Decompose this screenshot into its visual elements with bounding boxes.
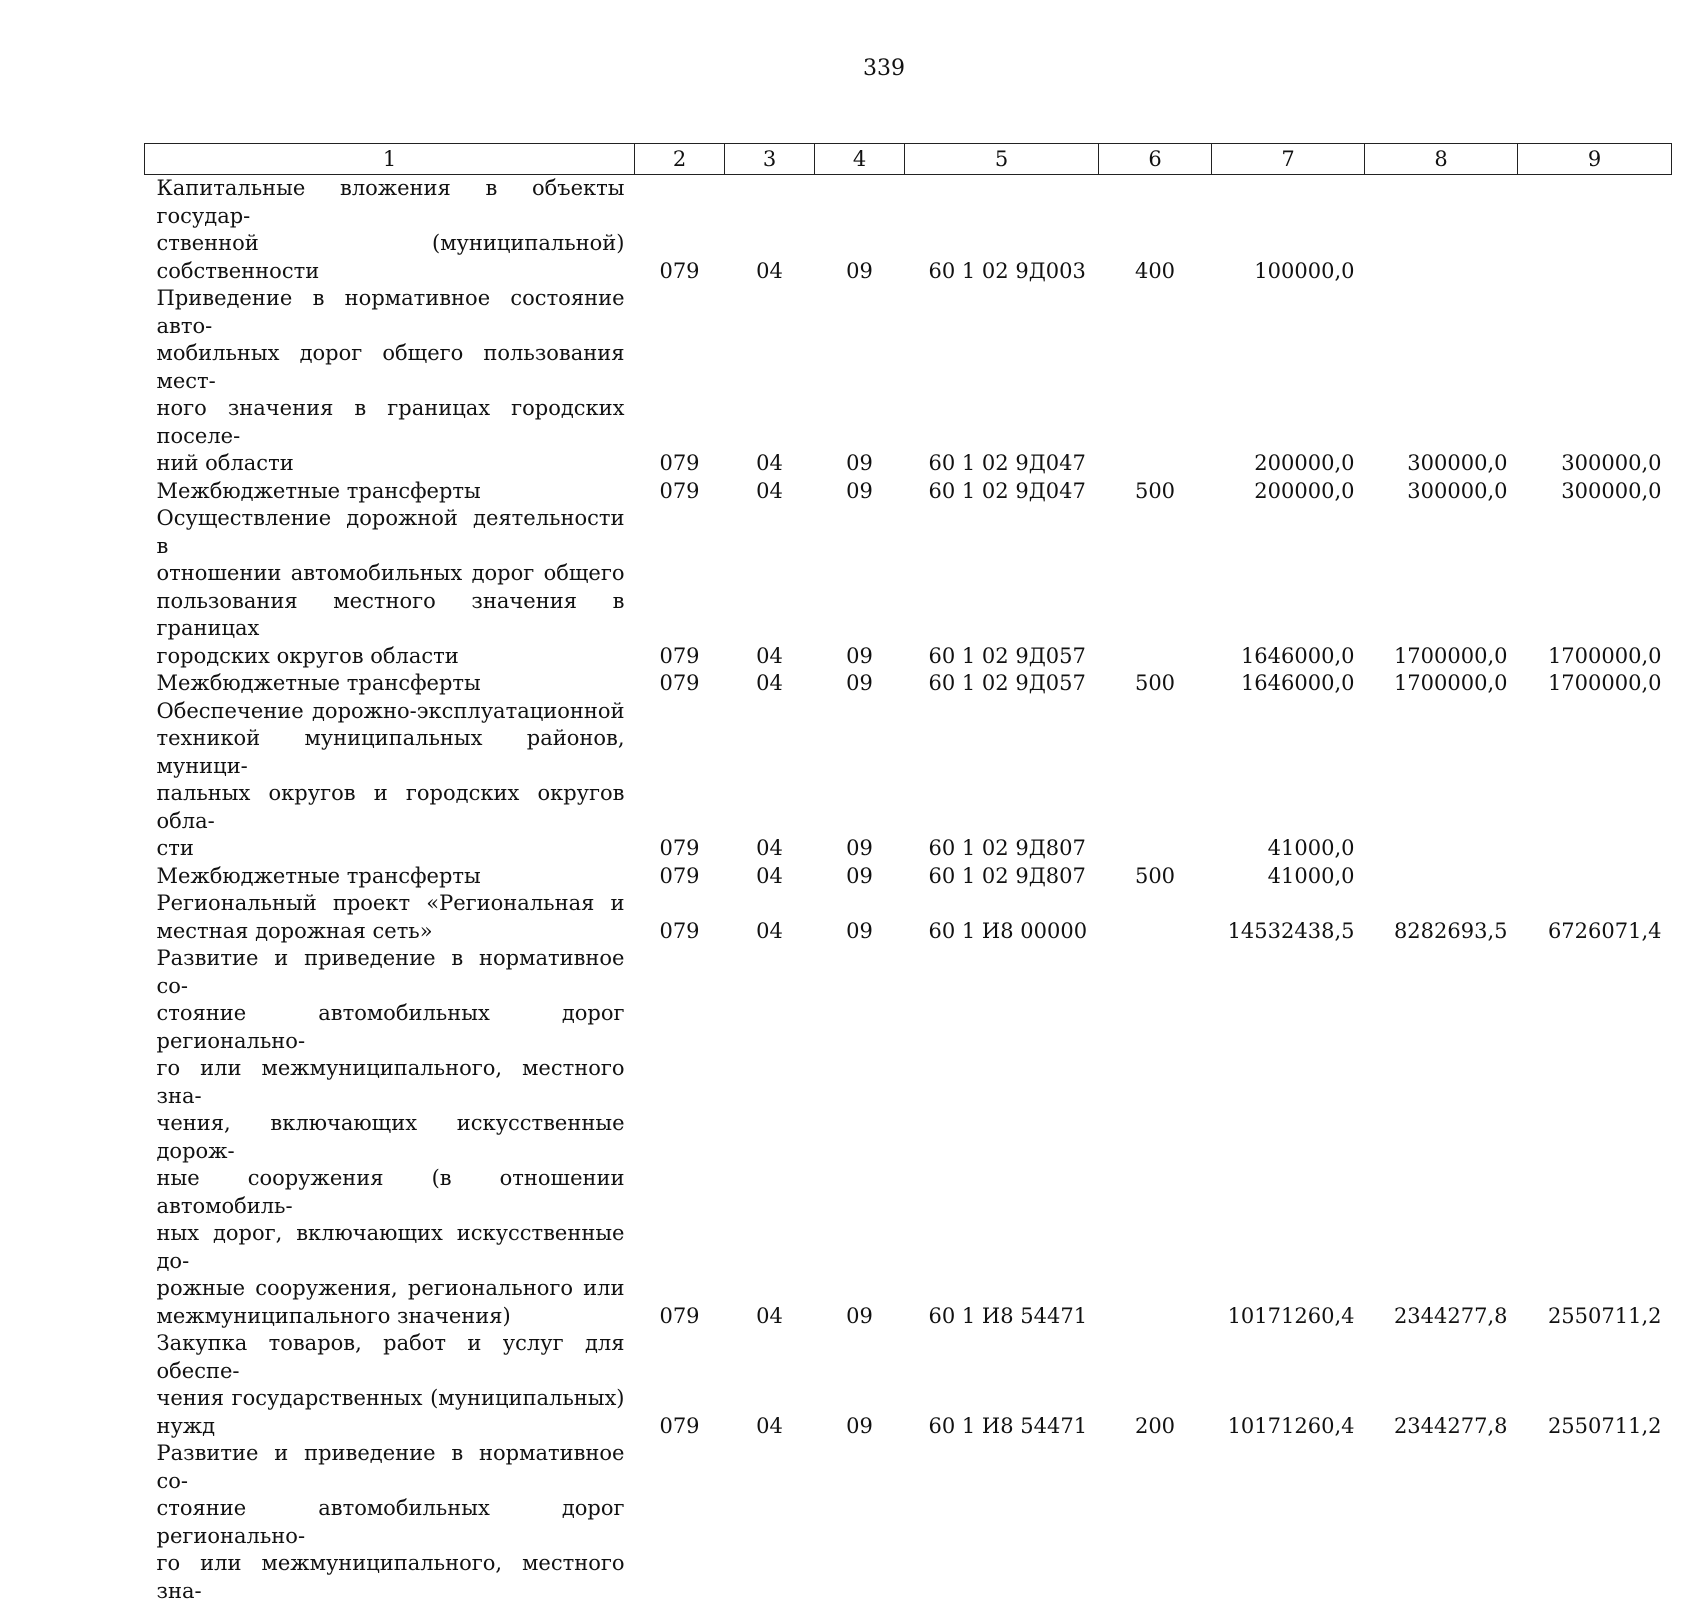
- kbk-admin-cell: [635, 1440, 725, 1605]
- item-description-cell: [145, 945, 635, 1330]
- expense-type-cell: 200: [1099, 1330, 1212, 1440]
- target-article-cell: 60 1 И8 00000: [905, 890, 1099, 945]
- table-row: [145, 1440, 1672, 1605]
- table-row: [145, 945, 1672, 1330]
- description-line: техникой муниципальных районов, муници-: [157, 725, 625, 780]
- expense-type-cell: 500: [1099, 863, 1212, 891]
- subsection-cell: 09: [815, 175, 905, 286]
- amount-col7-cell: 100000,0: [1212, 175, 1365, 286]
- description-line: ний области: [157, 450, 625, 478]
- subsection-cell: 09: [815, 1330, 905, 1440]
- amount-col9-cell: [1518, 175, 1672, 286]
- amount-col9-cell: 300000,0: [1518, 478, 1672, 506]
- column-header: 3: [725, 144, 815, 175]
- description-line: го или межмуниципального, местного зна-: [157, 1055, 625, 1110]
- description-line: ных дорог, включающих искусственные до-: [157, 1220, 625, 1275]
- table-row: [145, 863, 1672, 891]
- expense-type-cell: [1099, 890, 1212, 945]
- table-row: [145, 670, 1672, 698]
- description-line: го или межмуниципального, местного зна-: [157, 1550, 625, 1605]
- amount-col8-cell: 300000,0: [1365, 478, 1518, 506]
- column-header: 1: [145, 144, 635, 175]
- amount-col9-cell: 2550711,2: [1518, 1330, 1672, 1440]
- table-row: [145, 890, 1672, 945]
- amount-col8-cell: 1700000,0: [1365, 670, 1518, 698]
- target-article-cell: 60 1 И8 54471: [905, 1330, 1099, 1440]
- item-description-cell: [145, 1440, 635, 1605]
- description-line: пальных округов и городских округов обла-: [157, 780, 625, 835]
- description-line: мобильных дорог общего пользования мест-: [157, 340, 625, 395]
- target-article-cell: 60 1 02 9Д807: [905, 863, 1099, 891]
- amount-col7-cell: 10171260,4: [1212, 945, 1365, 1330]
- kbk-admin-cell: 079: [635, 698, 725, 863]
- description-line: ного значения в границах городских поселе-: [157, 395, 625, 450]
- column-header: 2: [635, 144, 725, 175]
- description-line: рожные сооружения, регионального или: [157, 1275, 625, 1303]
- description-line: Развитие и приведение в нормативное со-: [157, 1440, 625, 1495]
- amount-col8-cell: [1365, 698, 1518, 863]
- expense-type-cell: [1099, 698, 1212, 863]
- table-row: [145, 285, 1672, 478]
- description-line: чения государственных (муниципальных): [157, 1385, 625, 1413]
- column-header: 5: [905, 144, 1099, 175]
- description-line: местная дорожная сеть»: [157, 918, 625, 946]
- target-article-cell: [905, 1440, 1099, 1605]
- column-header: 8: [1365, 144, 1518, 175]
- section-cell: 04: [725, 863, 815, 891]
- amount-col8-cell: 300000,0: [1365, 285, 1518, 478]
- description-line: ные сооружения (в отношении автомобиль-: [157, 1165, 625, 1220]
- target-article-cell: 60 1 02 9Д047: [905, 285, 1099, 478]
- kbk-admin-cell: 079: [635, 1330, 725, 1440]
- target-article-cell: 60 1 02 9Д057: [905, 505, 1099, 670]
- item-description-cell: [145, 1330, 635, 1440]
- description-line: межмуниципального значения): [157, 1303, 625, 1331]
- section-cell: 04: [725, 1330, 815, 1440]
- amount-col9-cell: 2550711,2: [1518, 945, 1672, 1330]
- description-line: Развитие и приведение в нормативное со-: [157, 945, 625, 1000]
- target-article-cell: 60 1 02 9Д807: [905, 698, 1099, 863]
- description-line: Капитальные вложения в объекты государ-: [157, 175, 625, 230]
- kbk-admin-cell: 079: [635, 478, 725, 506]
- description-line: Межбюджетные трансферты: [157, 863, 625, 891]
- item-description-cell: [145, 505, 635, 670]
- amount-col9-cell: 1700000,0: [1518, 505, 1672, 670]
- description-line: Межбюджетные трансферты: [157, 478, 625, 506]
- table-row: [145, 698, 1672, 863]
- amount-col8-cell: [1365, 175, 1518, 286]
- description-line: городских округов области: [157, 643, 625, 671]
- amount-col7-cell: 41000,0: [1212, 698, 1365, 863]
- item-description-cell: [145, 285, 635, 478]
- target-article-cell: 60 1 И8 54471: [905, 945, 1099, 1330]
- kbk-admin-cell: 079: [635, 175, 725, 286]
- amount-col9-cell: 300000,0: [1518, 285, 1672, 478]
- kbk-admin-cell: 079: [635, 890, 725, 945]
- amount-col8-cell: 1700000,0: [1365, 505, 1518, 670]
- column-header: 7: [1212, 144, 1365, 175]
- kbk-admin-cell: 079: [635, 670, 725, 698]
- item-description-cell: [145, 175, 635, 286]
- subsection-cell: 09: [815, 505, 905, 670]
- table-row: [145, 175, 1672, 286]
- description-line: чения, включающих искусственные дорож-: [157, 1110, 625, 1165]
- description-line: Приведение в нормативное состояние авто-: [157, 285, 625, 340]
- table-body: [145, 175, 1672, 1605]
- subsection-cell: 09: [815, 285, 905, 478]
- subsection-cell: 09: [815, 670, 905, 698]
- subsection-cell: 09: [815, 698, 905, 863]
- description-line: Осуществление дорожной деятельности в: [157, 505, 625, 560]
- item-description-cell: [145, 478, 635, 506]
- kbk-admin-cell: 079: [635, 945, 725, 1330]
- amount-col7-cell: 14532438,5: [1212, 890, 1365, 945]
- description-line: сти: [157, 835, 625, 863]
- subsection-cell: 09: [815, 890, 905, 945]
- amount-col9-cell: [1518, 863, 1672, 891]
- amount-col7-cell: 1646000,0: [1212, 505, 1365, 670]
- amount-col9-cell: 6726071,4: [1518, 890, 1672, 945]
- amount-col8-cell: 2344277,8: [1365, 945, 1518, 1330]
- amount-col7-cell: 41000,0: [1212, 863, 1365, 891]
- table-row: [145, 1330, 1672, 1440]
- section-cell: [725, 1440, 815, 1605]
- section-cell: 04: [725, 505, 815, 670]
- description-line: Региональный проект «Региональная и: [157, 890, 625, 918]
- amount-col8-cell: [1365, 1440, 1518, 1605]
- table-header-row: [145, 144, 1672, 175]
- subsection-cell: 09: [815, 478, 905, 506]
- kbk-admin-cell: 079: [635, 863, 725, 891]
- column-header: 6: [1099, 144, 1212, 175]
- description-line: Закупка товаров, работ и услуг для обеспе-: [157, 1330, 625, 1385]
- section-cell: 04: [725, 670, 815, 698]
- expense-type-cell: 500: [1099, 478, 1212, 506]
- section-cell: 04: [725, 175, 815, 286]
- amount-col9-cell: 1700000,0: [1518, 670, 1672, 698]
- table-row: [145, 478, 1672, 506]
- amount-col8-cell: 8282693,5: [1365, 890, 1518, 945]
- amount-col7-cell: 200000,0: [1212, 285, 1365, 478]
- amount-col8-cell: 2344277,8: [1365, 1330, 1518, 1440]
- amount-col8-cell: [1365, 863, 1518, 891]
- description-line: Межбюджетные трансферты: [157, 670, 625, 698]
- amount-col7-cell: [1212, 1440, 1365, 1605]
- subsection-cell: 09: [815, 863, 905, 891]
- expense-type-cell: [1099, 945, 1212, 1330]
- table-row: [145, 505, 1672, 670]
- section-cell: 04: [725, 698, 815, 863]
- description-line: ственной (муниципальной) собственности: [157, 230, 625, 285]
- amount-col9-cell: [1518, 1440, 1672, 1605]
- item-description-cell: [145, 698, 635, 863]
- target-article-cell: 60 1 02 9Д047: [905, 478, 1099, 506]
- amount-col7-cell: 200000,0: [1212, 478, 1365, 506]
- item-description-cell: [145, 670, 635, 698]
- item-description-cell: [145, 890, 635, 945]
- description-line: отношении автомобильных дорог общего: [157, 560, 625, 588]
- kbk-admin-cell: 079: [635, 505, 725, 670]
- column-header: 9: [1518, 144, 1672, 175]
- kbk-admin-cell: 079: [635, 285, 725, 478]
- subsection-cell: [815, 1440, 905, 1605]
- description-line: стояние автомобильных дорог регионально-: [157, 1495, 625, 1550]
- expense-type-cell: [1099, 285, 1212, 478]
- description-line: стояние автомобильных дорог регионально-: [157, 1000, 625, 1055]
- column-header: 4: [815, 144, 905, 175]
- section-cell: 04: [725, 478, 815, 506]
- section-cell: 04: [725, 945, 815, 1330]
- amount-col9-cell: [1518, 698, 1672, 863]
- description-line: пользования местного значения в границах: [157, 588, 625, 643]
- description-line: Обеспечение дорожно-эксплуатационной: [157, 698, 625, 726]
- section-cell: 04: [725, 285, 815, 478]
- target-article-cell: 60 1 02 9Д057: [905, 670, 1099, 698]
- item-description-cell: [145, 863, 635, 891]
- expense-type-cell: 500: [1099, 670, 1212, 698]
- subsection-cell: 09: [815, 945, 905, 1330]
- section-cell: 04: [725, 890, 815, 945]
- description-line: нужд: [157, 1413, 625, 1441]
- expense-type-cell: [1099, 1440, 1212, 1605]
- amount-col7-cell: 10171260,4: [1212, 1330, 1365, 1440]
- page-number: 339: [0, 56, 1697, 81]
- expense-type-cell: 400: [1099, 175, 1212, 286]
- budget-table: [144, 143, 1672, 1605]
- amount-col7-cell: 1646000,0: [1212, 670, 1365, 698]
- expense-type-cell: [1099, 505, 1212, 670]
- target-article-cell: 60 1 02 9Д003: [905, 175, 1099, 286]
